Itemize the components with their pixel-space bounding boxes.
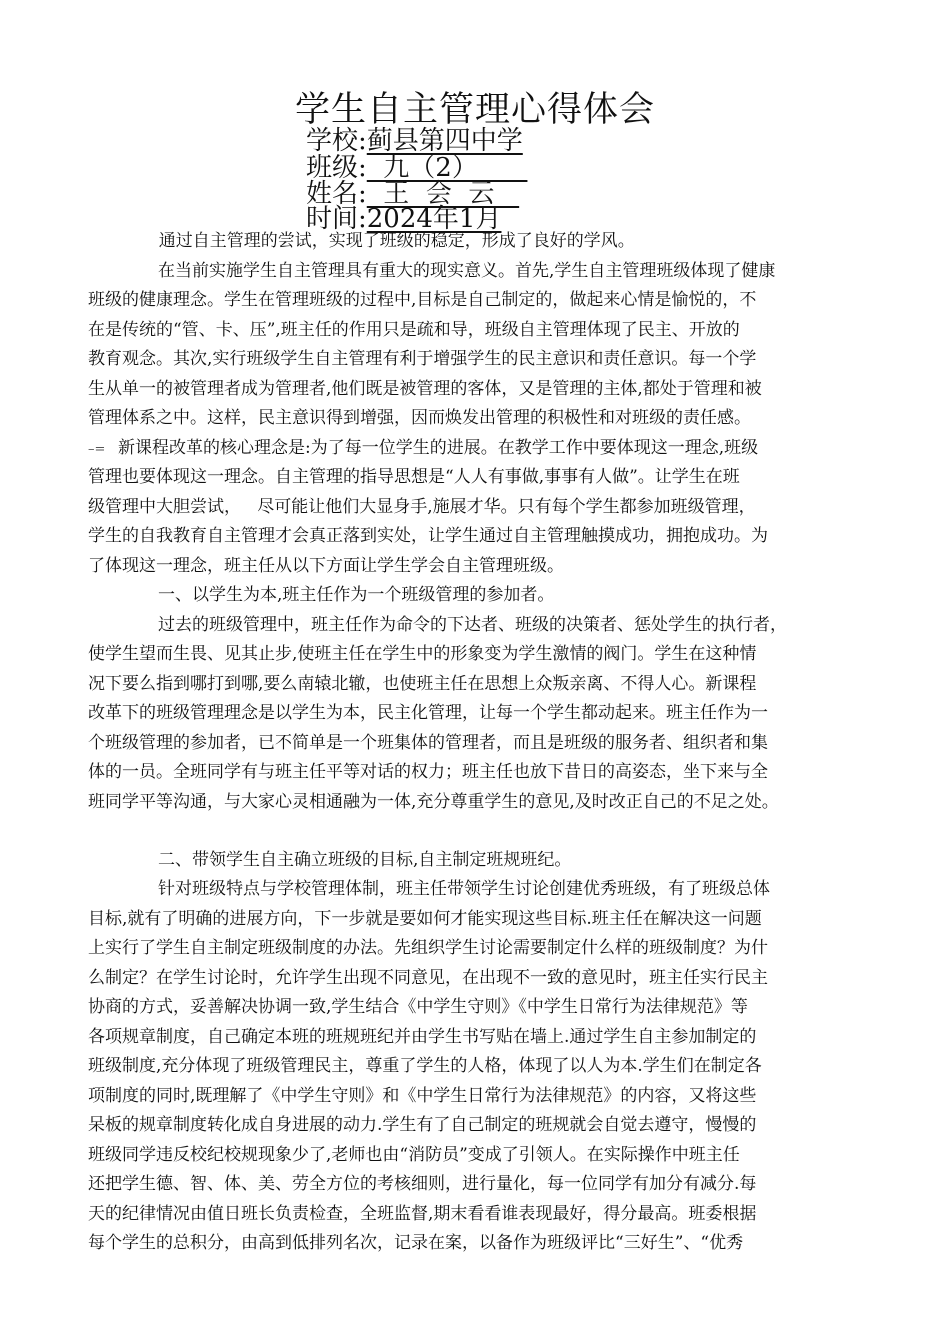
body-line-text: 各项规章制度，自己确定本班的班规班纪并由学生书写贴在墙上.通过学生自主参加制定的 — [88, 1026, 757, 1047]
body-line-text: 针对班级特点与学校管理体制，班主任带领学生讨论创建优秀班级，有了班级总体 — [158, 879, 770, 899]
body-line-text: 班级的健康理念。学生在管理班级的过程中,目标是自己制定的，做起来心情是愉悦的，不 — [88, 290, 757, 310]
body-line — [88, 434, 868, 464]
body-line-text: 使学生望而生畏、见其止步,使班主任在学生中的形象变为学生激情的阀门。学生在这种情 — [88, 644, 757, 664]
school-value: 蓟县第四中学 — [366, 126, 523, 156]
body-line-text: 了体现这一理念，班主任从以下方面让学生学会自主管理班级。 — [88, 555, 564, 576]
body-line-text: 呆板的规章制度转化成自身进展的动力.学生有了自己制定的班规就会自觉去遵守，慢慢的 — [88, 1115, 757, 1135]
body-line — [88, 846, 868, 876]
body-line — [88, 522, 868, 552]
body-line — [88, 788, 868, 846]
body-line — [88, 1200, 868, 1230]
body-line — [88, 463, 868, 493]
body-line — [88, 993, 868, 1023]
body-line — [88, 1111, 868, 1141]
body-line-text: 过去的班级管理中，班主任作为命令的下达者、班级的决策者、惩处学生的执行者， — [158, 614, 787, 635]
class-value: 九（2） — [366, 153, 528, 183]
body-line-text: 个班级管理的参加者，已不简单是一个班集体的管理者，而且是班级的服务者、组织者和集 — [88, 732, 768, 753]
school-line — [306, 126, 523, 156]
document-title: 学生自主管理心得体会 — [294, 90, 655, 130]
body-line-text: 协商的方式，妥善解决协调一致,学生结合《中学生守则》《中学生日常行为法律规范》等 — [88, 997, 748, 1017]
body-line-text: 么制定？在学生讨论时，允许学生出现不同意见，在出现不一致的意见时，班主任实行民主 — [88, 967, 768, 988]
body-line-text: 新课程改革的核心理念是:为了每一位学生的进展。在教学工作中要体现这一理念,班级 — [118, 437, 759, 458]
body-line — [88, 1170, 868, 1200]
body-line-text: 天的纪律情况由值日班长负责检查，全班监督,期末看看谁表现最好，得分最高。班委根据 — [88, 1203, 757, 1224]
body-line — [88, 552, 868, 582]
body-line — [88, 316, 868, 346]
body-line — [88, 758, 868, 788]
body-line-text: 管理也要体现这一理念。自主管理的指导思想是“人人有事做,事事有人做”。让学生在班 — [88, 467, 740, 487]
document-body — [88, 227, 868, 1259]
body-line — [88, 257, 868, 287]
date-value: 2024年1月 — [366, 204, 502, 234]
body-line — [88, 670, 868, 700]
body-line-text: 管理体系之中。这样，民主意识得到增强，因而焕发出管理的积极性和对班级的责任感。 — [88, 408, 751, 428]
body-line — [88, 404, 868, 434]
body-line — [88, 964, 868, 994]
body-line-text: 每个学生的总积分，由高到低排列名次，记录在案，以备作为班级评比“三好生”、“优秀 — [88, 1233, 744, 1253]
body-line-text: 班级同学违反校纪校规现象少了,老师也由“消防员”变成了引领人。在实际操作中班主任 — [88, 1144, 740, 1165]
name-label: 姓名: — [306, 179, 367, 209]
date-label: 时间: — [306, 204, 367, 234]
body-line-text: 班级制度,充分体现了班级管理民主，尊重了学生的人格，体现了以人为本.学生们在制定各 — [88, 1056, 762, 1076]
body-line — [88, 1082, 868, 1112]
body-line — [88, 493, 868, 523]
body-line — [88, 699, 868, 729]
body-line — [88, 345, 868, 375]
body-line-text: 项制度的同时,既理解了《中学生守则》和《中学生日常行为法律规范》的内容，又将这些 — [88, 1085, 757, 1106]
body-line — [88, 375, 868, 405]
body-line-text: 班同学平等沟通，与大家心灵相通融为一体,充分尊重学生的意见,及时改正自己的不足之处。 — [88, 791, 779, 812]
body-line-text: 教育观念。其次,实行班级学生自主管理有利于增强学生的民主意识和责任意识。每一个学 — [88, 349, 757, 369]
body-line — [88, 286, 868, 316]
body-line-text: 还把学生德、智、体、美、劳全方位的考核细则，进行量化，每一位同学有加分有减分.每 — [88, 1174, 757, 1194]
body-line-text: 体的一员。全班同学有与班主任平等对话的权力；班主任也放下昔日的高姿态，坐下来与全 — [88, 762, 768, 782]
body-line-text: 上实行了学生自主制定班级制度的办法。先组织学生讨论需要制定什么样的班级制度？为什 — [88, 938, 768, 958]
body-line — [88, 934, 868, 964]
body-line-text: 生从单一的被管理者成为管理者,他们既是被管理的客体，又是管理的主体,都处于管理和被 — [88, 378, 762, 399]
body-line-text: 二、带领学生自主确立班级的目标,自主制定班规班纪。 — [158, 849, 572, 870]
body-line — [88, 581, 868, 611]
body-line-text: 级管理中大胆尝试， 尽可能让他们大显身手,施展才华。只有每个学生都参加班级管理， — [88, 496, 756, 517]
body-line — [88, 227, 868, 257]
body-line-text: 况下要么指到哪打到哪,要么南辕北辙，也使班主任在思想上众叛亲离、不得人心。新课程 — [88, 673, 757, 694]
body-line — [88, 729, 868, 759]
body-line — [88, 905, 868, 935]
class-label: 班级: — [306, 153, 367, 183]
body-line-text: 通过自主管理的尝试，实现了班级的稳定，形成了良好的学风。 — [148, 231, 635, 251]
name-value: 王 会 云 — [366, 179, 520, 209]
body-line-text: 学生的自我教育自主管理才会真正落到实处，让学生通过自主管理触摸成功，拥抱成功。为 — [88, 526, 768, 546]
body-line — [88, 640, 868, 670]
body-line — [88, 1229, 868, 1259]
body-line-text: 在是传统的“管、卡、压”,班主任的作用只是疏和导，班级自主管理体现了民主、开放的 — [88, 319, 740, 340]
body-line-text: 在当前实施学生自主管理具有重大的现实意义。首先,学生自主管理班级体现了健康 — [158, 260, 776, 281]
body-line — [88, 1141, 868, 1171]
body-line — [88, 1052, 868, 1082]
body-line — [88, 1023, 868, 1053]
body-line-text: 目标,就有了明确的进展方向，下一步就是要如何才能实现这些目标.班主任在解决这一问题 — [88, 908, 762, 929]
school-label: 学校: — [306, 126, 367, 156]
body-line-text: 一、以学生为本,班主任作为一个班级管理的参加者。 — [158, 585, 555, 605]
body-line — [88, 875, 868, 905]
body-line-text: 改革下的班级管理理念是以学生为本，民主化管理，让每一个学生都动起来。班主任作为一 — [88, 703, 768, 723]
body-line — [88, 611, 868, 641]
list-marker: –= — [88, 441, 106, 457]
